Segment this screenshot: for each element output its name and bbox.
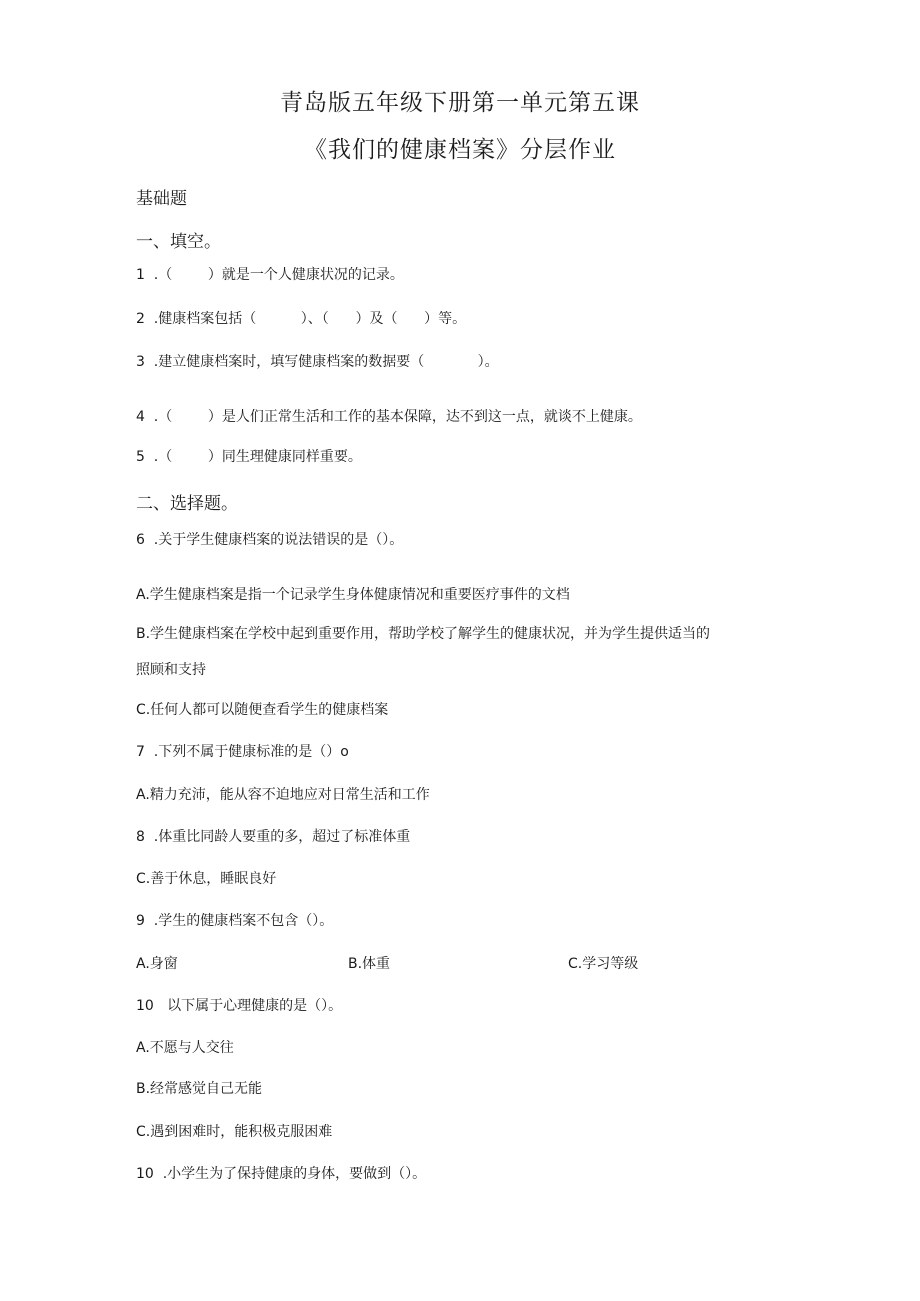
question-9: 9 .学生的健康档案不包含（）。 — [136, 913, 334, 929]
question-9-options — [136, 953, 786, 973]
section-fill-blank-heading: 一、填空。 — [136, 232, 221, 252]
question-6: 6 .关于学生健康档案的说法错误的是（）。 — [136, 532, 404, 548]
question-8-option-c: C.善于休息，睡眠良好 — [136, 871, 277, 887]
question-1: 1 .（ ）就是一个人健康状况的记录。 — [136, 267, 404, 283]
question-2: 2 .健康档案包括（ ）、（ ）及（ ）等。 — [136, 311, 467, 327]
question-9-option-a: A.身窗 — [136, 956, 178, 972]
question-10: 10 以下属于心理健康的是（）。 — [136, 998, 343, 1014]
question-10-option-a: A.不愿与人交往 — [136, 1040, 234, 1056]
title-line-2: 《我们的健康档案》分层作业 — [304, 137, 616, 163]
section-choice-heading: 二、选择题。 — [136, 494, 238, 514]
question-10-option-c: C.遇到困难时，能积极克服困难 — [136, 1124, 333, 1140]
question-6-option-b-line-2: 照顾和支持 — [136, 662, 206, 678]
question-7-option-a: A.精力充沛，能从容不迫地应对日常生活和工作 — [136, 787, 430, 803]
question-6-option-c: C.任何人都可以随便查看学生的健康档案 — [136, 702, 389, 718]
question-10-option-b: B.经常感觉自己无能 — [136, 1081, 263, 1097]
question-6-option-a: A.学生健康档案是指一个记录学生身体健康情况和重要医疗事件的文档 — [136, 587, 570, 603]
question-8: 8 .体重比同龄人要重的多，超过了标准体重 — [136, 829, 411, 845]
title-line-1: 青岛版五年级下册第一单元第五课 — [280, 90, 640, 116]
question-5: 5 .（ ）同生理健康同样重要。 — [136, 449, 362, 465]
question-6-option-b-line-1: B.学生健康档案在学校中起到重要作用，帮助学校了解学生的健康状况，并为学生提供适当的 — [136, 626, 711, 642]
question-7: 7 .下列不属于健康标准的是（）o — [136, 744, 349, 760]
level-heading: 基础题 — [136, 189, 187, 209]
question-4: 4 .（ ）是人们正常生活和工作的基本保障，达不到这一点，就谈不上健康。 — [136, 409, 642, 425]
question-9-option-c: C.学习等级 — [568, 956, 639, 972]
question-11: 10 .小学生为了保持健康的身体，要做到（）。 — [136, 1166, 427, 1182]
question-9-option-b: B.体重 — [348, 956, 391, 972]
question-3: 3 .建立健康档案时，填写健康档案的数据要（ ）。 — [136, 354, 499, 370]
